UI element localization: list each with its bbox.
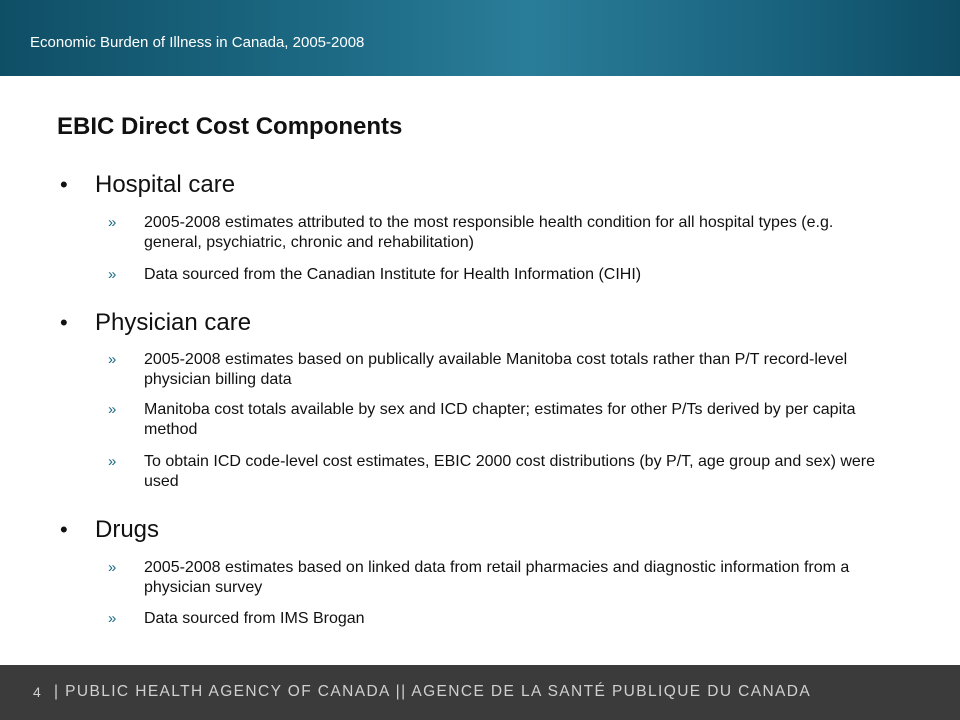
sub-item-text: Data sourced from the Canadian Institute for Health Information (CIHI) (144, 266, 642, 283)
sub-item-text: 2005-2008 estimates based on publically available Manitoba cost totals rather than P/T record-level physician billing data (144, 351, 848, 388)
bullet-hospital-care (60, 171, 235, 199)
sub-marker: » (108, 610, 117, 627)
sub-item (108, 609, 888, 629)
sub-marker: » (108, 559, 117, 576)
sub-marker: » (108, 214, 117, 231)
bullet-drugs (60, 516, 159, 544)
sub-item-text: 2005-2008 estimates based on linked data from retail pharmacies and diagnostic information from a physician survey (144, 559, 850, 596)
bullet-marker: • (60, 517, 68, 542)
bullet-heading: Physician care (95, 309, 252, 336)
sub-marker: » (108, 266, 117, 283)
sub-item (108, 265, 888, 285)
header-bar (0, 0, 960, 76)
sub-marker: » (108, 351, 117, 368)
sub-item-text: 2005-2008 estimates attributed to the most responsible health condition for all hospital types (e.g. general, psychiatric, chronic and rehabilitation) (144, 214, 834, 251)
sub-item (108, 400, 888, 440)
sub-item (108, 213, 888, 253)
sub-item-text: Data sourced from IMS Brogan (144, 610, 365, 627)
sub-marker: » (108, 401, 117, 418)
bullet-heading: Hospital care (95, 171, 236, 198)
sub-item-text: To obtain ICD code-level cost estimates, EBIC 2000 cost distributions (by P/T, age group and sex) were used (144, 453, 876, 490)
header-title: Economic Burden of Illness in Canada, 2005-2008 (30, 34, 365, 51)
footer-bar (0, 665, 960, 720)
bullet-heading: Drugs (95, 516, 160, 543)
sub-item-text: Manitoba cost totals available by sex and ICD chapter; estimates for other P/Ts derived by per capita method (144, 401, 856, 438)
bullet-physician-care (60, 309, 251, 337)
sub-item (108, 558, 888, 598)
sub-item (108, 452, 888, 492)
footer-agency-text: | PUBLIC HEALTH AGENCY OF CANADA || AGENCE DE LA SANTÉ PUBLIQUE DU CANADA (54, 683, 812, 700)
sub-item (108, 350, 888, 390)
sub-marker: » (108, 453, 117, 470)
bullet-marker: • (60, 310, 68, 335)
slide-title: EBIC Direct Cost Components (57, 113, 403, 140)
bullet-marker: • (60, 172, 68, 197)
page-number: 4 (33, 684, 41, 700)
